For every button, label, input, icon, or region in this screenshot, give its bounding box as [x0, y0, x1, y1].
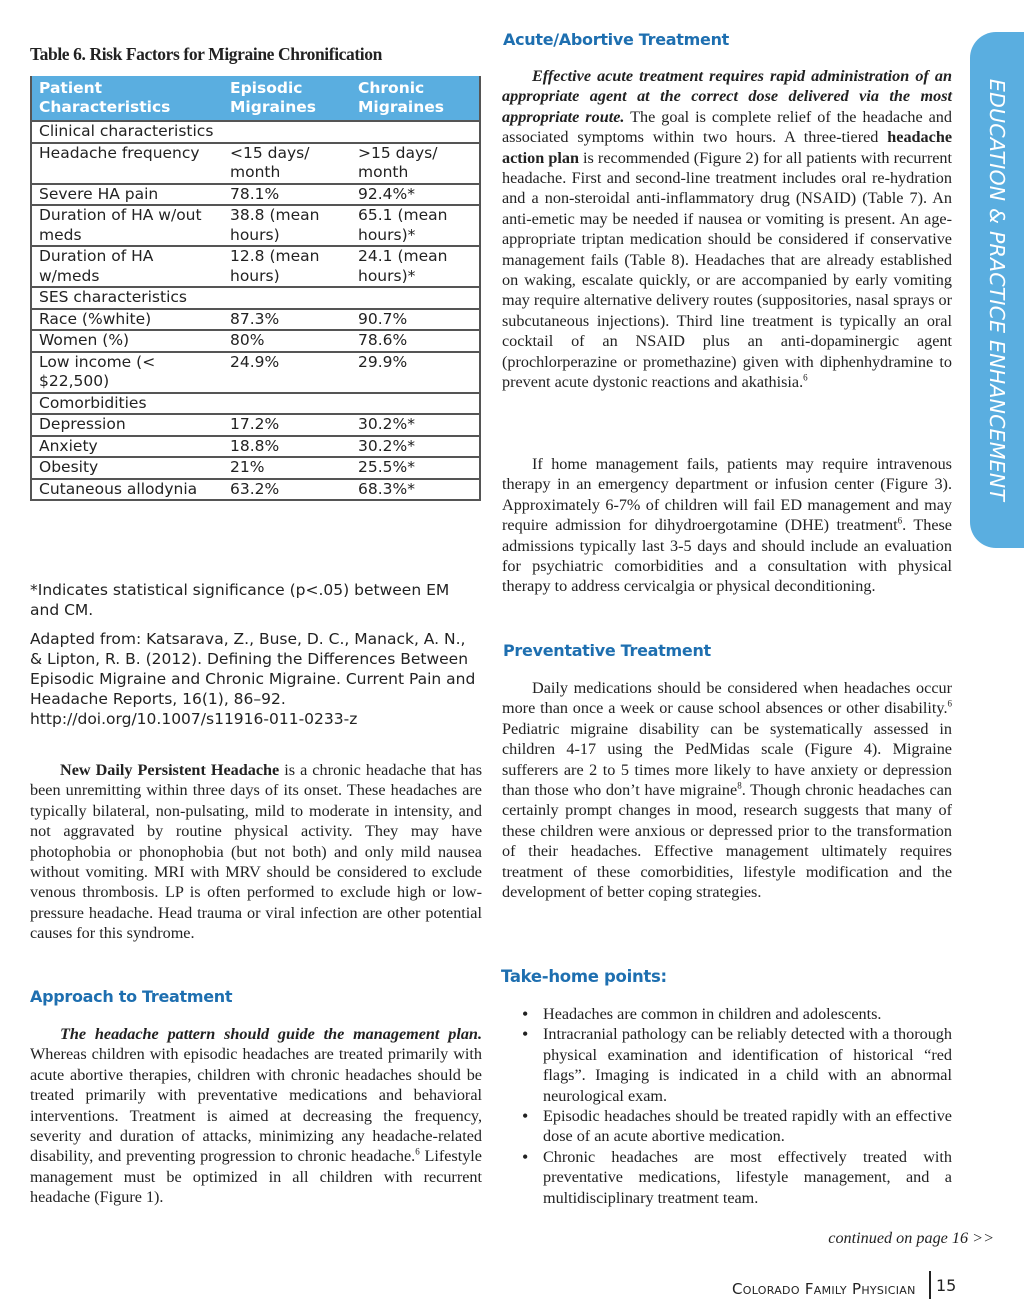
- table-cell: Obesity: [31, 457, 223, 479]
- footer-divider: [929, 1271, 931, 1299]
- table-cell: Anxiety: [31, 436, 223, 458]
- table-row: [31, 330, 480, 352]
- table-footnote: *Indicates statistical significance (p<.05) between EM and CM.: [30, 581, 450, 619]
- table-row: [31, 121, 480, 143]
- table-header-cell: Chronic Migraines: [351, 76, 480, 121]
- table-header-row: [31, 76, 480, 121]
- table-row: [31, 184, 480, 206]
- preventative-text-2: Pediatric migraine disability can be systematically assessed in children 4-17 using the PedMidas scale (Figure 4). Migraine sufferers are 2 to 5 times more likely to have anxiety or depression than those who don’t have migraine: [502, 719, 952, 800]
- continued-note: continued on page 16 >>: [828, 1229, 994, 1247]
- ndph-term: New Daily Persistent Headache: [60, 761, 280, 779]
- preventative-heading: Preventative Treatment: [503, 641, 711, 660]
- table-cell: 30.2%*: [351, 436, 480, 458]
- reference-marker: 6: [947, 699, 952, 710]
- table-cell: 38.8 (mean hours): [223, 205, 351, 246]
- table-row: [31, 436, 480, 458]
- page-number: 15: [936, 1276, 957, 1295]
- reference-marker: 6: [803, 372, 808, 383]
- ndph-text: is a chronic headache that has been unremitting within three days of its onset. These headaches are typically bilateral, non-pulsating, mild to moderate in intensity, and not aggravated by routine physical activity. They may have photophobia or phonophobia (but not both) and only mild nausea without vomiting. MRI with MRV should be considered to exclude venous thrombosis. LP is often performed to exclude high or low-pressure headache. Head trauma or viral infection are other potential causes for this syndrome.: [30, 761, 483, 943]
- table-cell: 24.9%: [223, 352, 351, 393]
- acute-heading: Acute/Abortive Treatment: [503, 30, 730, 49]
- table-cell: Depression: [31, 414, 223, 436]
- table-cell: [223, 393, 351, 415]
- table-cell: >15 days/ month: [351, 143, 480, 184]
- table-cell: Comorbidities: [31, 393, 223, 415]
- table-title: Table 6. Risk Factors for Migraine Chronification: [30, 44, 382, 64]
- list-item: • Intracranial pathology can be reliably detected with a thorough physical examination and identification of historical “red flags”. Imaging is indicated in a child with an abnormal neurological exam.: [522, 1024, 952, 1106]
- approach-text-1: Whereas children with episodic headaches are treated primarily with acute abortive therapies, children with chronic headaches should be treated primarily with preventative medications and behavioral interventions. Treatment is aimed at decreasing the frequency, severity and duration of attacks, minimizing any headache-related disability, and preventing progression to chronic headache.: [30, 1045, 482, 1166]
- table-row: [31, 309, 480, 331]
- list-item: • Headaches are common in children and adolescents.: [522, 1004, 952, 1024]
- section-side-tab: [970, 32, 1024, 548]
- approach-paragraph: [30, 1024, 482, 1208]
- table-cell: 80%: [223, 330, 351, 352]
- approach-text-2: Lifestyle management must be optimized in all children with recurrent headache (Figure 1).: [30, 1147, 482, 1207]
- table-row: [31, 352, 480, 393]
- table-cell: [351, 393, 480, 415]
- approach-lead: The headache pattern should guide the management plan.: [60, 1025, 482, 1043]
- table-cell: 78.6%: [351, 330, 480, 352]
- table-cell: 92.4%*: [351, 184, 480, 206]
- reference-marker: 6: [897, 515, 903, 526]
- table-cell: 87.3%: [223, 309, 351, 331]
- preventative-paragraph: [502, 678, 952, 902]
- approach-heading: Approach to Treatment: [30, 987, 233, 1006]
- table-cell: 21%: [223, 457, 351, 479]
- acute-paragraph-1: [502, 66, 952, 393]
- table-row: [31, 393, 480, 415]
- table-cell: [223, 287, 351, 309]
- table-cell: 25.5%*: [351, 457, 480, 479]
- table-cell: 17.2%: [223, 414, 351, 436]
- acute-paragraph-2: [502, 454, 952, 597]
- table-cell: 24.1 (mean hours)*: [351, 246, 480, 287]
- table-cell: 12.8 (mean hours): [223, 246, 351, 287]
- table-row: [31, 414, 480, 436]
- table-cell: [223, 121, 351, 143]
- reference-marker: 8: [737, 780, 742, 791]
- takehome-heading: Take-home points:: [501, 967, 667, 986]
- table-cell: 65.1 (mean hours)*: [351, 205, 480, 246]
- table-row: [31, 205, 480, 246]
- journal-name: Colorado Family Physician: [732, 1280, 916, 1298]
- table-cell: Women (%): [31, 330, 223, 352]
- table-header-cell: Patient Characteristics: [31, 76, 223, 121]
- table-cell: <15 days/ month: [223, 143, 351, 184]
- acute-text-1b: headache action plan: [502, 128, 952, 167]
- takehome-list: [522, 1004, 952, 1208]
- table-row: [31, 143, 480, 184]
- table-cell: Cutaneous allodynia: [31, 479, 223, 501]
- reference-marker: 6: [415, 1147, 420, 1158]
- table-source: Adapted from: Katsarava, Z., Buse, D. C., Manack, A. N., & Lipton, R. B. (2012). Defining the Differences Between Episodic Migraine and Chronic Migraine. Current Pain and Headache Reports, 16(1), 86–92. http://doi.org/10.1007/s11916-011-0233-z: [30, 630, 476, 728]
- footer-journal-name: [732, 1280, 916, 1298]
- table-row: [31, 479, 480, 501]
- ndph-paragraph: [30, 760, 482, 944]
- table-cell: 68.3%*: [351, 479, 480, 501]
- section-side-tab-label: EDUCATION & PRACTICE ENHANCEMENT: [985, 78, 1009, 502]
- preventative-text-1: Daily medications should be considered when headaches occur more than once a week or cause school absences or other disability.: [502, 679, 952, 718]
- table-cell: Low income (< $22,500): [31, 352, 223, 393]
- table-cell: 30.2%*: [351, 414, 480, 436]
- table-cell: 90.7%: [351, 309, 480, 331]
- table-cell: Severe HA pain: [31, 184, 223, 206]
- table-cell: 18.8%: [223, 436, 351, 458]
- table-cell: [351, 121, 480, 143]
- acute-text-2b: . These admissions typically last 3-5 days and should include an evaluation for psychiatric comorbidities and a consultation with physical therapy to address cervicalgia or physical deconditioning.: [502, 516, 952, 596]
- table-cell: 29.9%: [351, 352, 480, 393]
- acute-text-2a: If home management fails, patients may require intravenous therapy in an emergency department or infusion center (Figure 3). Approximately 6-7% of children will fail ED management and may require admission for dihydroergotamine (DHE) treatment: [502, 455, 952, 535]
- table-cell: 63.2%: [223, 479, 351, 501]
- table-cell: SES characteristics: [31, 287, 223, 309]
- table-cell: Clinical characteristics: [31, 121, 223, 143]
- table-cell: 78.1%: [223, 184, 351, 206]
- table-cell: Headache frequency: [31, 143, 223, 184]
- table-row: [31, 287, 480, 309]
- table-cell: Duration of HA w/meds: [31, 246, 223, 287]
- table-cell: [351, 287, 480, 309]
- list-item: • Episodic headaches should be treated rapidly with an effective dose of an acute abortive medication.: [522, 1106, 952, 1147]
- list-item: • Chronic headaches are most effectively treated with preventative medications, lifestyle management, and a multidisciplinary treatment team.: [522, 1147, 952, 1208]
- table-row: [31, 246, 480, 287]
- acute-text-1c: is recommended (Figure 2) for all patients with recurrent headache. First and second-line treatment includes oral re-hydration and a non-steroidal anti-inflammatory drug (NSAID) (Table 7). An anti-emetic may be needed if nausea or vomiting is present. An age-appropriate triptan medication should be considered if conservative management fails (Table 8). Headaches that are already established on waking, escalate quickly, or are accompanied by early vomiting may require alternative delivery routes (suppositories, nasal sprays or subcutaneous injections). Third line treatment is typically an oral cocktail of an NSAID plus an anti-dopaminergic agent (prochlorperazine or promethazine) given with diphenhydramine to prevent acute dystonic reactions and akathisia.: [502, 148, 952, 392]
- acute-text-1a: The goal is complete relief of the headache and associated symptoms within two hours. A three-tiered: [502, 107, 952, 147]
- table-header-cell: Episodic Migraines: [223, 76, 351, 121]
- table-row: [31, 457, 480, 479]
- risk-factors-table: [30, 76, 481, 501]
- acute-lead: Effective acute treatment requires rapid administration of an appropriate agent at the correct dose delivered via the most appropriate route.: [502, 67, 952, 126]
- table-cell: Duration of HA w/out meds: [31, 205, 223, 246]
- table-cell: Race (%white): [31, 309, 223, 331]
- preventative-text-3: . Though chronic headaches can certainly prompt changes in mood, research suggests that many of these children were anxious or depressed prior to the transformation of their headaches. Effective management ultimately requires treatment of these comorbidities, lifestyle modification and the development of better coping strategies.: [502, 781, 952, 902]
